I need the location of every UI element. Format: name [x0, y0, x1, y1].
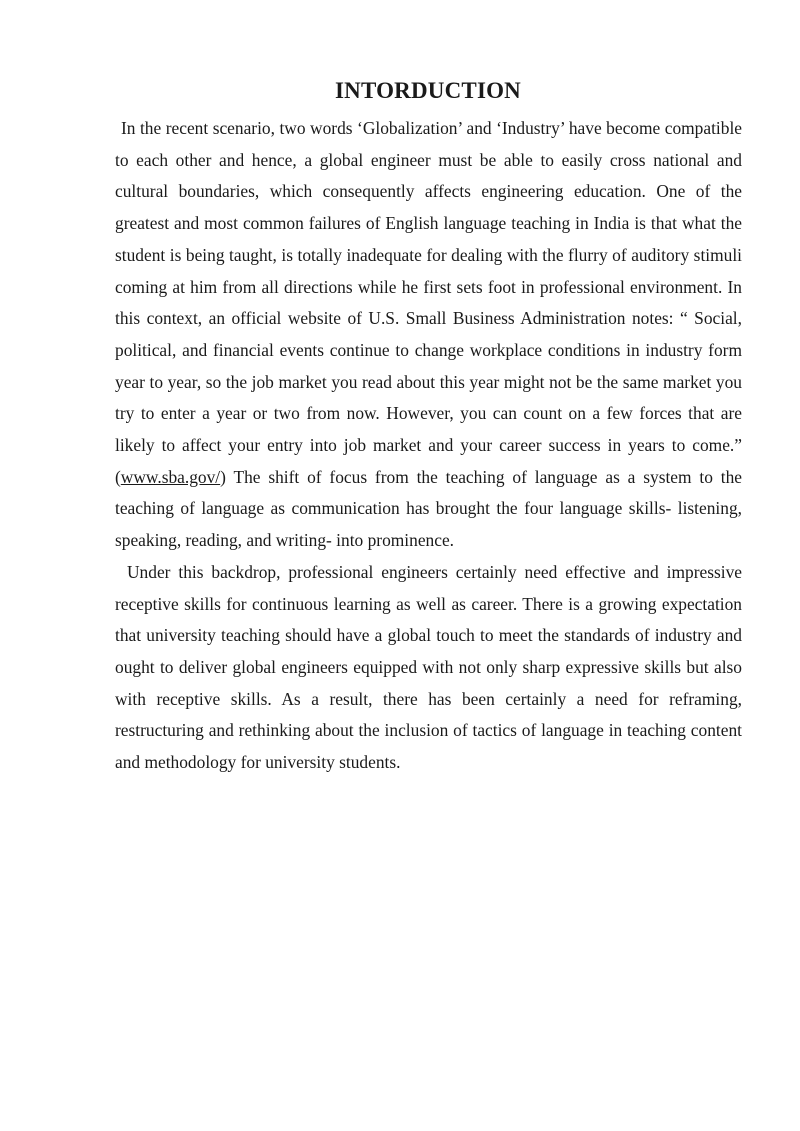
paragraph-backdrop: Under this backdrop, professional engineers certainly need effective and impressive receptive skills for continuous learning as well as career. There is a growing expectation that university teaching should have a global touch to meet the standards of industry and ought to deliver global engineers equipped with not only sharp expressive skills but also with receptive skills. As a result, there has been certainly a need for reframing, restructuring and rethinking about the inclusion of tactics of language in teaching content and methodology for university students.: [115, 561, 742, 773]
paragraph-intro-text: In the recent scenario, two words ‘Globalization’ and ‘Industry’ have become compatible to each other and hence, a global engineer must be able to easily cross national and cultural boundaries, which consequently affects engineering education. One of the greatest and most common failures of English language teaching in India is that what the student is being taught, is totally inadequate for dealing with the flurry of auditory stimuli coming at him from all directions while he first sets foot in professional environment. In this context, an official website of U.S. Small Business Administration notes: “ Social, political, and financial events continue to change workplace conditions in industry form year to year, so the job market you read about this year might not be the same market you try to enter a year or two from now. However, you can count on a few forces that are likely to affect your entry into job market and your career success in years to come.” (: [115, 118, 742, 487]
sba-website-link[interactable]: www.sba.gov/: [120, 466, 221, 487]
paragraph-intro: [115, 113, 742, 557]
paragraph-intro-continuation: ) The shift of focus from the teaching of language as a system to the teaching of language as communication has brought the four language skills- listening, speaking, reading, and writing- into prominence.: [115, 466, 742, 551]
document-body: [115, 113, 742, 779]
page-title: INTORDUCTION: [334, 78, 521, 103]
